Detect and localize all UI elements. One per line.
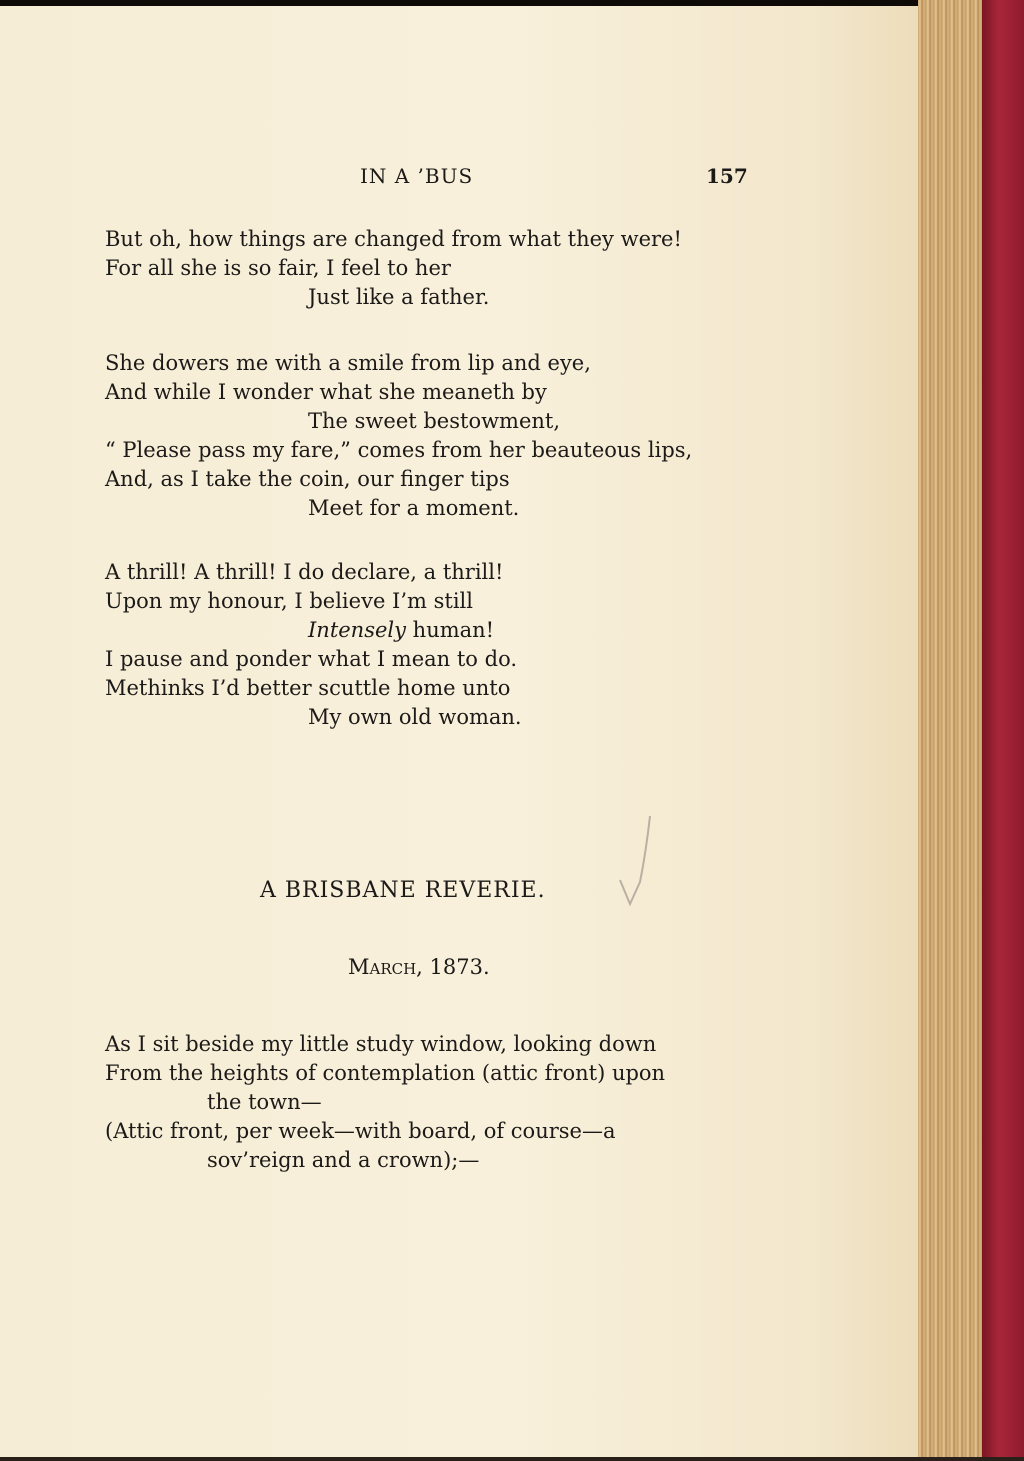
- line-rest: human!: [406, 618, 495, 642]
- poem-line: the town—: [207, 1090, 322, 1114]
- poem-line: Upon my honour, I believe I’m still: [105, 589, 473, 613]
- pencil-check-mark: [616, 812, 656, 912]
- poem-line: A thrill! A thrill! I do declare, a thrill!: [105, 560, 504, 584]
- date-month: March,: [348, 955, 423, 979]
- poem-line: From the heights of contemplation (attic front) upon: [105, 1061, 666, 1085]
- poem-line: The sweet bestowment,: [308, 409, 561, 433]
- poem-date: [348, 955, 490, 979]
- book-cover-edge: [982, 0, 1024, 1461]
- poem-title: A BRISBANE REVERIE.: [260, 878, 546, 903]
- poem-line: And, as I take the coin, our finger tips: [105, 467, 510, 491]
- poem-line: And while I wonder what she meaneth by: [105, 380, 547, 404]
- poem-line: As I sit beside my little study window, looking down: [105, 1032, 657, 1056]
- italic-word: Intensely: [308, 618, 406, 642]
- page-number: 157: [706, 164, 748, 188]
- poem-line: sov’reign and a crown);—: [207, 1148, 480, 1172]
- poem-line: For all she is so fair, I feel to her: [105, 256, 451, 280]
- poem-line: My own old woman.: [308, 705, 522, 729]
- poem-line: I pause and ponder what I mean to do.: [105, 647, 518, 671]
- poem-line: Just like a father.: [308, 285, 490, 309]
- poem-line: But oh, how things are changed from what they were!: [105, 227, 682, 251]
- book-page: [0, 6, 922, 1458]
- poem-line: Meet for a moment.: [308, 496, 520, 520]
- poem-line: Methinks I’d better scuttle home unto: [105, 676, 511, 700]
- running-title: IN A ’BUS: [360, 164, 474, 188]
- poem-line: She dowers me with a smile from lip and eye,: [105, 351, 591, 375]
- poem-line: [308, 616, 494, 645]
- poem-line: “ Please pass my fare,” comes from her beauteous lips,: [105, 438, 693, 462]
- bottom-edge: [0, 1457, 1024, 1461]
- page-edges: [918, 0, 984, 1461]
- date-year: 1873.: [422, 955, 490, 979]
- poem-line: (Attic front, per week—with board, of course—a: [105, 1119, 616, 1143]
